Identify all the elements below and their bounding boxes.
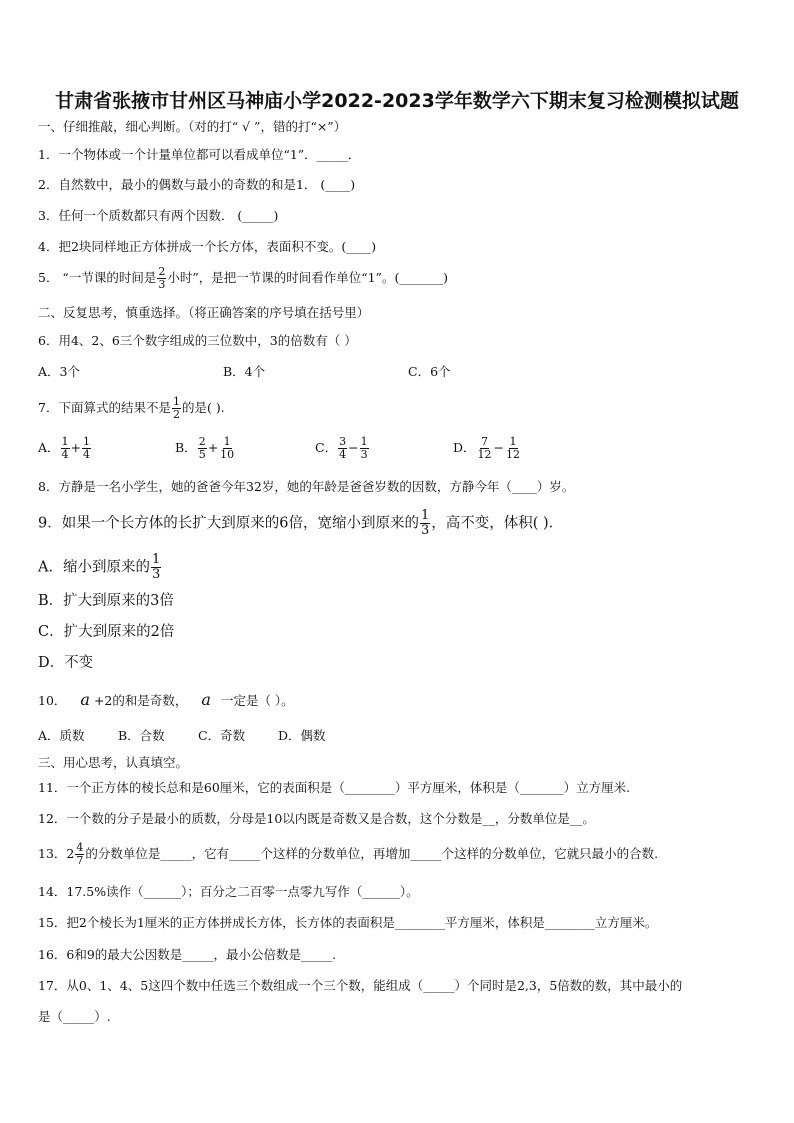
option-d: D．偶数 xyxy=(278,728,326,743)
question-10-options xyxy=(38,727,326,745)
question-17-continued: 是（_____）. xyxy=(38,1009,111,1024)
question-4: 4．把2块同样地正方体拼成一个长方体，表面积不变。(____) xyxy=(38,239,377,254)
question-9-option-d: D．不变 xyxy=(38,655,94,671)
fraction: $\frac{2}{3}$ xyxy=(158,265,166,291)
section-1-heading: 一、仔细推敲，细心判断。（对的打“ √ ”，错的打“×”） xyxy=(38,119,347,134)
question-9-option-b: B．扩大到原来的3倍 xyxy=(38,593,174,609)
question-9 xyxy=(38,509,563,538)
option-b: B．4个 xyxy=(223,364,266,379)
option-c: C． $\frac{3}{4}$ − $\frac{1}{3}$ xyxy=(315,435,368,461)
question-5 xyxy=(38,266,448,291)
question-3: 3．任何一个质数都只有两个因数． (_____) xyxy=(38,208,279,223)
question-14: 14．17.5%读作（______）；百分之二百零一点零九写作（______）。 xyxy=(38,884,419,899)
option-c: C．6个 xyxy=(408,364,451,379)
question-1: 1．一个物体或一个计量单位都可以看成单位“1”．_____． xyxy=(38,147,361,162)
option-b: B．合数 xyxy=(118,728,165,743)
fraction: $\frac{1}{2}$ xyxy=(172,395,180,421)
question-9-option-a: A．缩小到原来的 $\frac{1}{3}$ xyxy=(38,552,161,582)
question-17: 17．从0、1、4、5这四个数中任选三个数组成一个三个数，能组成（_____）个同时是2,3，5倍数的数，其中最小的 xyxy=(38,978,683,993)
option-b: B． $\frac{2}{5}$ + $\frac{1}{10}$ xyxy=(175,435,235,461)
fraction: $\frac{1}{3}$ xyxy=(420,508,430,538)
question-7-pre: 7．下面算式的结果不是 xyxy=(38,400,171,415)
fraction: $\frac{4}{7}$ xyxy=(76,841,84,867)
question-7-options xyxy=(38,436,522,461)
question-6-options xyxy=(38,363,451,381)
question-9-pre: 9．如果一个长方体的长扩大到原来的6倍，宽缩小到原来的 xyxy=(38,515,419,532)
option-a: A． $\frac{1}{4}$ + $\frac{1}{4}$ xyxy=(38,435,91,461)
question-2: 2．自然数中，最小的偶数与最小的奇数的和是1． (____) xyxy=(38,177,356,192)
question-5-post: 小时”，是把一节课的时间看作单位“1”。(_______) xyxy=(167,270,448,285)
question-15: 15．把2个棱长为1厘米的正方体拼成长方体，长方体的表面积是________平方厘米，体积是________立方厘米。 xyxy=(38,915,658,930)
question-9-option-c: C．扩大到原来的2倍 xyxy=(38,624,175,640)
option-d: D． $\frac{7}{12}$ − $\frac{1}{12}$ xyxy=(453,435,521,461)
question-16: 16．6和9的最大公因数是_____，最小公倍数是_____. xyxy=(38,947,337,962)
option-a: A．质数 xyxy=(38,728,85,743)
question-9-post: ，高不变，体积( )． xyxy=(431,515,564,532)
option-c: C．奇数 xyxy=(198,728,246,743)
question-6: 6．用4、2、6三个数字组成的三位数中，3的倍数有（ ） xyxy=(38,333,357,348)
question-13: 13．2 $\frac{4}{7}$ 的分数单位是_____，它有_____个这样的分数单位，再增加_____个这样的分数单位，它就只最小的合数. xyxy=(38,841,659,867)
section-3-heading: 三、用心思考，认真填空。 xyxy=(38,755,189,770)
question-12: 12．一个数的分子是最小的质数，分母是10以内既是奇数又是合数，这个分数是__，分数单位是__。 xyxy=(38,811,595,826)
fraction: $\frac{1}{3}$ xyxy=(151,552,161,582)
question-5-pre: 5． “一节课的时间是 xyxy=(38,270,157,285)
question-11: 11．一个正方体的棱长总和是60厘米，它的表面积是（________）平方厘米，体积是（_______）立方厘米. xyxy=(38,780,631,795)
question-8: 8．方静是一名小学生，她的爸爸今年32岁，她的年龄是爸爸岁数的因数，方静今年（____）岁。 xyxy=(38,479,575,494)
page-title: 甘肃省张掖市甘州区马神庙小学2022-2023学年数学六下期末复习检测模拟试题 xyxy=(55,90,739,112)
section-2-heading: 二、反复思考，慎重选择。（将正确答案的序号填在括号里） xyxy=(38,305,370,320)
question-7 xyxy=(38,396,225,421)
question-10: 10． a +2的和是奇数， a 一定是（ ）。 xyxy=(38,690,294,709)
option-a: A．3个 xyxy=(38,364,80,379)
question-7-post: 的是( ). xyxy=(181,400,225,415)
